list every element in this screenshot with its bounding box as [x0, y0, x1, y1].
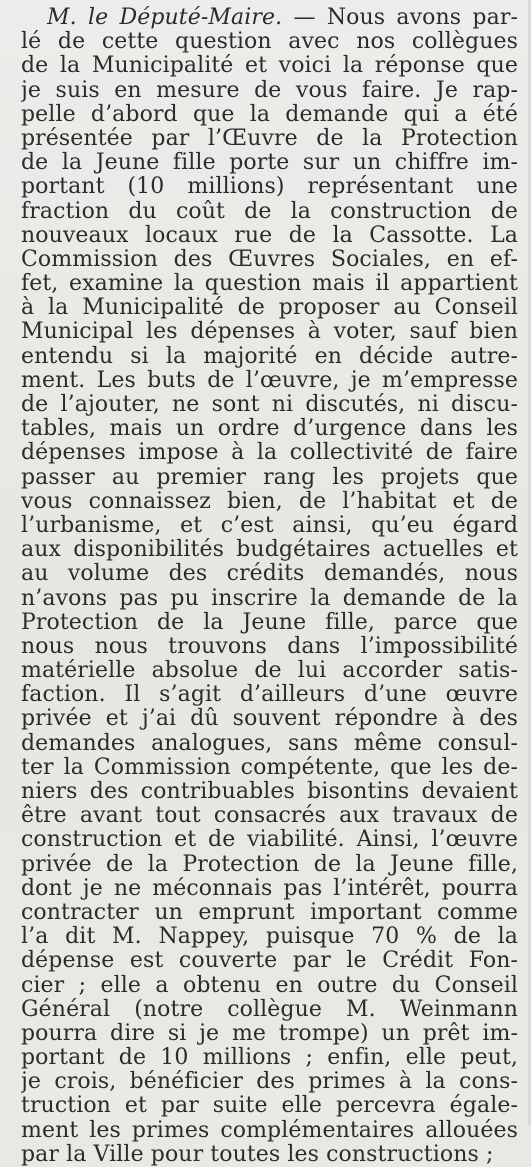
paragraph-line: fet, examine la question mais il appartient	[21, 272, 518, 297]
paragraph-line: ter la Commission compétente, que les de-	[21, 755, 518, 780]
paragraph-line: je crois, bénéficier des primes à la cons-	[21, 1070, 518, 1095]
paragraph-line	[21, 6, 518, 30]
paragraph-line: par la Ville pour toutes les constructions ;	[21, 1142, 494, 1167]
paragraph-line: dont je ne méconnais pas l’intérêt, pourra	[21, 876, 518, 901]
paragraph-line: entendu si la majorité en décide autre-	[21, 344, 518, 369]
paragraph-line: privée et j’ai dû souvent répondre à des	[21, 707, 518, 732]
paragraph-line: l’a dit M. Nappey, puisque 70 % de la	[21, 925, 518, 950]
paragraph-line: pelle d’abord que la demande qui a été	[21, 102, 518, 127]
paragraph-line: aux disponibilités budgétaires actuelles et	[21, 538, 518, 563]
paragraph-line: portant de 10 millions ; enfin, elle peut,	[21, 1046, 518, 1071]
paragraph-line: passer au premier rang les projets que	[21, 465, 518, 490]
paragraph-line: dépenses impose à la collectivité de faire	[21, 441, 518, 466]
paragraph-line: Commission des Œuvres Sociales, en ef-	[21, 247, 518, 272]
paragraph-line: n’avons pas pu inscrire la demande de la	[21, 586, 518, 611]
paragraph-line: l’urbanisme, et c’est ainsi, qu’eu égard	[21, 513, 518, 538]
paragraph-line: de l’ajouter, ne sont ni discutés, ni discu-	[21, 393, 518, 417]
paragraph-line: nouveaux locaux rue de la Cassotte. La	[21, 223, 518, 248]
paragraph-line: fraction du coût de la construction de	[21, 199, 518, 224]
paragraph-line: construction et de viabilité. Ainsi, l’œuvre	[21, 828, 518, 853]
paragraph-line: contracter un emprunt important comme	[21, 900, 518, 925]
paragraph-line: niers des contribuables bisontins devaient	[21, 780, 518, 804]
paragraph-line: je suis en mesure de vous faire. Je rap-	[21, 78, 518, 103]
paragraph-line-text: — Nous avons par-	[282, 6, 518, 30]
paragraph-line: Général (notre collègue M. Weinmann	[21, 997, 518, 1022]
paragraph-line: présentée par l’Œuvre de la Protection	[21, 126, 518, 151]
paragraph-line: matérielle absolue de lui accorder satis-	[21, 659, 518, 684]
paragraph-line: truction et par suite elle percevra égale-	[21, 1094, 518, 1119]
paragraph-text	[21, 6, 518, 1167]
paragraph-line: de la Jeune fille porte sur un chiffre im-	[21, 151, 518, 176]
paragraph-line: nous nous trouvons dans l’impossibilité	[21, 634, 518, 659]
paragraph-line: vous connaissez bien, de l’habitat et de	[21, 489, 518, 514]
paragraph-line: tables, mais un ordre d’urgence dans les	[21, 417, 518, 442]
paragraph-line: dépense est couverte par le Crédit Fon-	[21, 949, 518, 974]
paragraph-line: de la Municipalité et voici la réponse que	[21, 54, 518, 79]
paragraph-line: cier ; elle a obtenu en outre du Conseil	[21, 973, 518, 998]
paragraph-line: faction. Il s’agit d’ailleurs d’une œuvre	[21, 683, 518, 708]
paragraph-line: ment. Les buts de l’œuvre, je m’empresse	[21, 368, 518, 393]
paragraph-line: portant (10 millions) représentant une	[21, 175, 518, 200]
paragraph-line: Protection de la Jeune fille, parce que	[21, 610, 518, 635]
speaker-name: M. le Député-Maire.	[47, 6, 283, 30]
paragraph-line: être avant tout consacrés aux travaux de	[21, 804, 518, 829]
paragraph-line: demandes analogues, sans même consul-	[21, 731, 518, 756]
paragraph-line: Municipal les dépenses à voter, sauf bien	[21, 320, 518, 345]
paragraph-line: privée de la Protection de la Jeune fille,	[21, 852, 518, 877]
paragraph-line: lé de cette question avec nos collègues	[21, 30, 518, 55]
paragraph-line: pourra dire si je me trompe) un prêt im-	[21, 1021, 518, 1046]
paragraph-line: au volume des crédits demandés, nous	[21, 562, 518, 587]
paragraph-line: à la Municipalité de proposer au Conseil	[21, 296, 518, 321]
paragraph-line: ment les primes complémentaires allouées	[21, 1118, 518, 1143]
